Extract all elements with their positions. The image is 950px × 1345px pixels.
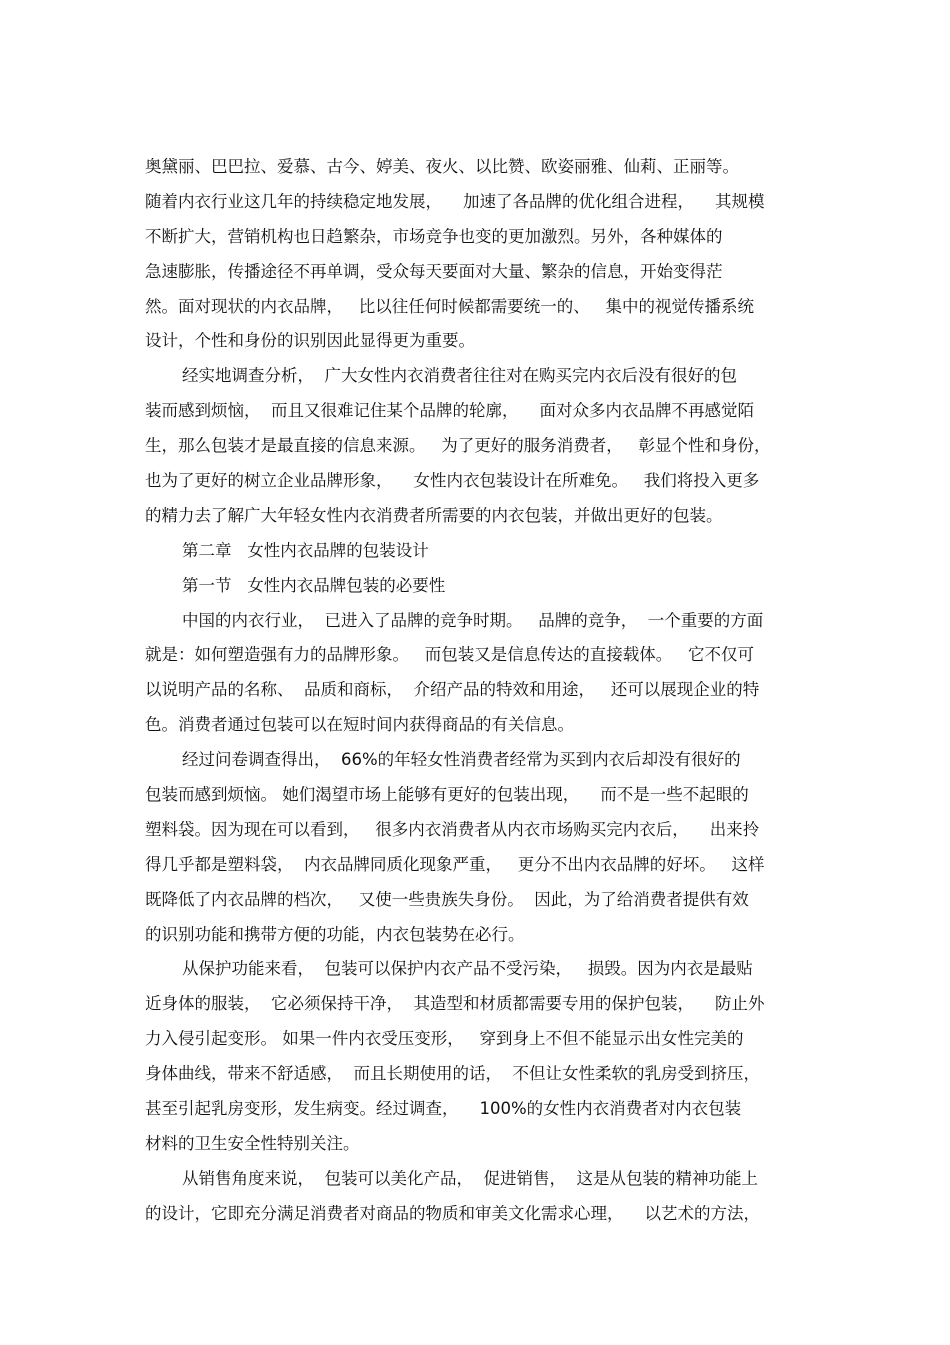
text-line: 身体曲线，带来不舒适感， 而且长期使用的话， 不但让女性柔软的乳房受到挤压， bbox=[145, 1064, 760, 1084]
text-line: 力入侵引起变形。 如果一件内衣受压变形， 穿到身上不但不能显示出女性完美的 bbox=[145, 1029, 744, 1049]
text-line: 的设计，它即充分满足消费者对商品的物质和审美文化需求心理， 以艺术的方法， bbox=[145, 1203, 760, 1223]
text-line: 的识别功能和携带方便的功能，内衣包装势在必行。 bbox=[145, 924, 525, 944]
text-line: 装而感到烦恼， 而且又很难记住某个品牌的轮廓， 面对众多内衣品牌不再感觉陌 bbox=[145, 401, 754, 421]
text-line: 奥黛丽、巴巴拉、爱慕、古今、婷美、夜火、以比赞、欧姿丽雅、仙莉、正丽等。 bbox=[145, 157, 739, 176]
text-line: 从销售角度来说， 包装可以美化产品， 促进销售， 这是从包装的精神功能上 bbox=[182, 1168, 758, 1188]
text-line: 随着内衣行业这几年的持续稳定地发展， 加速了各品牌的优化组合进程， 其规模 bbox=[145, 191, 765, 211]
text-line: 的精力去了解广大年轻女性内衣消费者所需要的内衣包装，并做出更好的包装。 bbox=[145, 505, 723, 525]
text-line: 设计，个性和身份的识别因此显得更为重要。 bbox=[145, 331, 475, 351]
text-line: 甚至引起乳房变形，发生病变。经过调查， 100%的女性内衣消费者对内衣包装 bbox=[145, 1099, 742, 1119]
text-line: 近身体的服装， 它必须保持干净， 其造型和材质都需要专用的保护包装， 防止外 bbox=[145, 994, 765, 1014]
text-line: 经过问卷调查得出， 66%的年轻女性消费者经常为买到内衣后却没有很好的 bbox=[182, 750, 741, 770]
text-line: 就是：如何塑造强有力的品牌形象。 而包装又是信息传达的直接载体。 它不仅可 bbox=[145, 645, 754, 665]
text-line: 色。消费者通过包装可以在短时间内获得商品的有关信息。 bbox=[145, 715, 574, 735]
text-line: 既降低了内衣品牌的档次， 又使一些贵族失身份。 因此，为了给消费者提供有效 bbox=[145, 889, 749, 909]
text-line: 包装而感到烦恼。 她们渴望市场上能够有更好的包装出现， 而不是一些不起眼的 bbox=[145, 785, 749, 805]
text-line: 不断扩大，营销机构也日趋繁杂，市场竞争也变的更加激烈。另外，各种媒体的 bbox=[145, 226, 723, 246]
text-line: 经实地调查分析， 广大女性内衣消费者往往对在购买完内衣后没有很好的包 bbox=[182, 366, 737, 386]
text-line: 从保护功能来看， 包装可以保护内衣产品不受污染， 损毁。因为内衣是最贴 bbox=[182, 959, 753, 979]
text-line: 急速膨胀，传播途径不再单调，受众每天要面对大量、繁杂的信息，开始变得茫 bbox=[145, 261, 723, 281]
text-line: 第一节 女性内衣品牌包装的必要性 bbox=[182, 575, 446, 595]
text-line: 第二章 女性内衣品牌的包装设计 bbox=[182, 540, 429, 560]
text-line: 中国的内衣行业， 已进入了品牌的竞争时期。 品牌的竞争， 一个重要的方面 bbox=[182, 610, 764, 630]
text-line: 塑料袋。因为现在可以看到， 很多内衣消费者从内衣市场购买完内衣后， 出来拎 bbox=[145, 819, 760, 839]
text-line: 然。面对现状的内衣品牌， 比以往任何时候都需要统一的、 集中的视觉传播系统 bbox=[145, 296, 754, 316]
text-line: 得几乎都是塑料袋， 内衣品牌同质化现象严重， 更分不出内衣品牌的好坏。 这样 bbox=[145, 854, 765, 874]
text-line: 材料的卫生安全性特别关注。 bbox=[145, 1133, 360, 1153]
text-line: 以说明产品的名称、 品质和商标， 介绍产品的特效和用途， 还可以展现企业的特 bbox=[145, 680, 760, 700]
text-line: 也为了更好的树立企业品牌形象， 女性内衣包装设计在所难免。 我们将投入更多 bbox=[145, 471, 760, 491]
body-text bbox=[145, 150, 810, 1232]
text-line: 生，那么包装才是最直接的信息来源。 为了更好的服务消费者， 彰显个性和身份， bbox=[145, 436, 771, 456]
